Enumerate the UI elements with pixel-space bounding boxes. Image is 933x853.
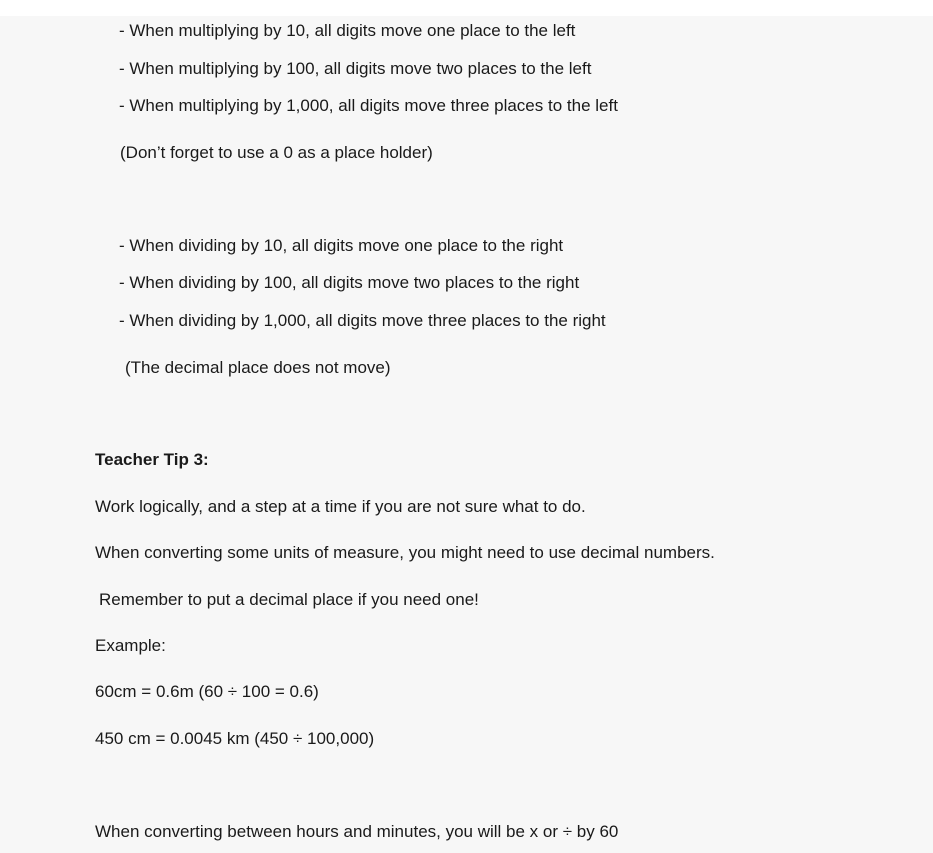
tip-paragraph-1: Work logically, and a step at a time if you are not sure what to do. <box>95 497 586 516</box>
tip-heading: Teacher Tip 3: <box>95 450 209 469</box>
example-2: 450 cm = 0.0045 km (450 ÷ 100,000) <box>95 729 375 748</box>
example-1: 60cm = 0.6m (60 ÷ 100 = 0.6) <box>95 682 319 701</box>
tip-paragraph-2: When converting some units of measure, you might need to use decimal numbers. <box>95 543 715 562</box>
divide-note: (The decimal place does not move) <box>125 358 391 377</box>
divide-rule-10: - When dividing by 10, all digits move one place to the right <box>119 236 564 255</box>
tip-paragraph-3: Remember to put a decimal place if you need one! <box>99 590 479 609</box>
example-label: Example: <box>95 636 166 655</box>
divide-rule-100: - When dividing by 100, all digits move two places to the right <box>119 273 580 292</box>
multiply-rule-1000: - When multiplying by 1,000, all digits move three places to the left <box>119 96 618 115</box>
divide-rule-1000: - When dividing by 1,000, all digits move three places to the right <box>119 311 606 330</box>
multiply-note: (Don’t forget to use a 0 as a place holder) <box>120 143 433 162</box>
tip-paragraph-4: When converting between hours and minutes, you will be x or ÷ by 60 <box>95 822 619 841</box>
multiply-rule-10: - When multiplying by 10, all digits move one place to the left <box>119 21 576 40</box>
multiply-rule-100: - When multiplying by 100, all digits move two places to the left <box>119 59 592 78</box>
